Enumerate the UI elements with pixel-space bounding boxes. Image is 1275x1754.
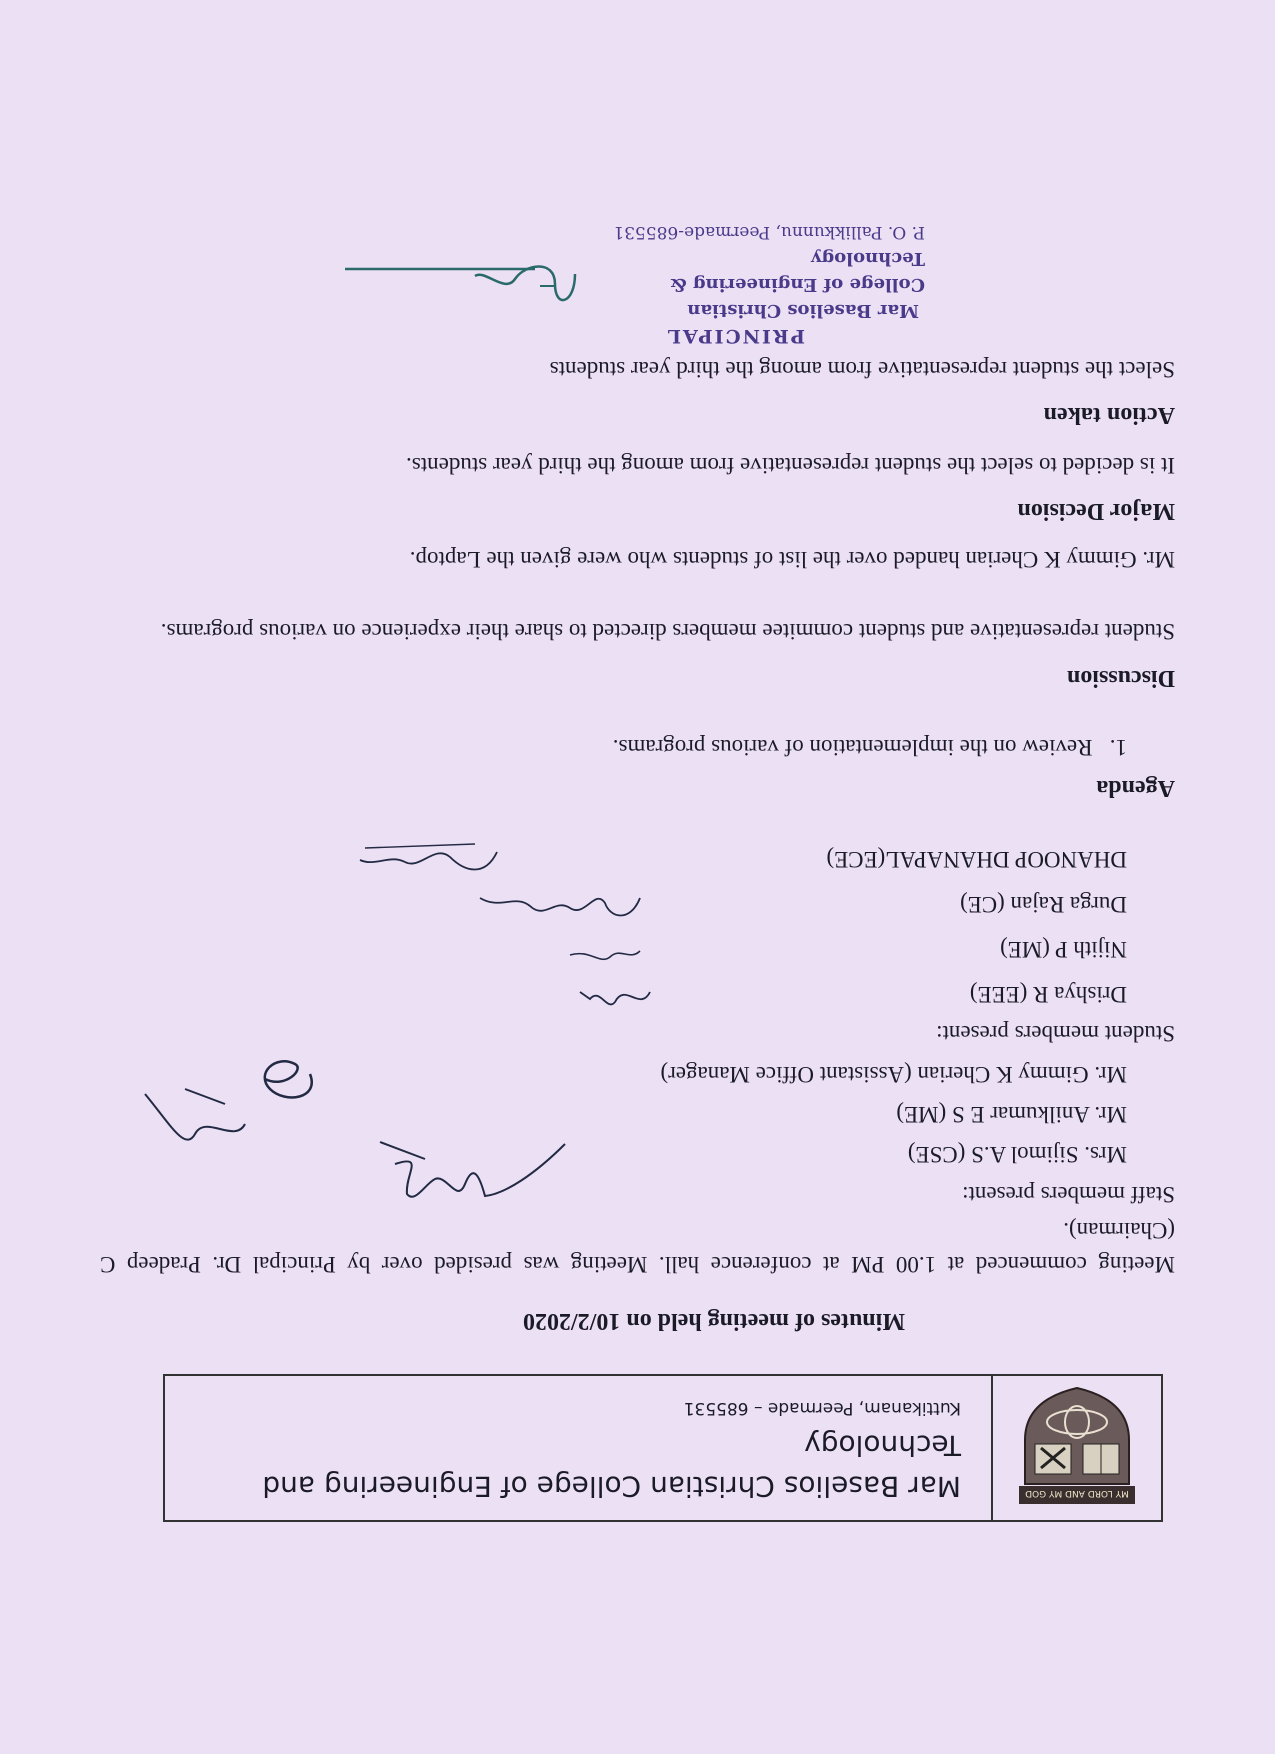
college-name: Mar Baselios Christian College of Engineering and Technology: [262, 1429, 961, 1503]
logo-motto: MY LORD AND MY GOD: [1025, 1488, 1129, 1498]
student-member: DHANOOP DHANAPAL(ECE): [826, 847, 1127, 872]
seal-line: College of Engineering & Technology: [670, 248, 925, 295]
signature-drishya: [575, 977, 655, 1017]
staff-member: Mr. Gimmy K Cherian (Assistant Office Manager): [660, 1062, 1127, 1087]
action-taken-heading: Action taken: [1043, 402, 1175, 428]
seal-line: PRINCIPAL: [665, 325, 805, 347]
signature-nijith: [565, 939, 645, 969]
major-decision-text: It is decided to select the student representative from among the third year students.: [406, 453, 1175, 478]
student-member: Durga Rajan (CE): [960, 892, 1127, 917]
discussion-paragraph: Student representative and student commitee members directed to share their experience on various programs.: [160, 619, 1175, 644]
signature-durga: [475, 883, 645, 928]
seal-line: P. O. Pallikkunnu, Peermade-685531: [613, 222, 925, 242]
student-heading: Student members present:: [936, 1021, 1175, 1046]
major-decision-heading: Major Decision: [1017, 498, 1175, 524]
student-member: Drishya R (EEE): [969, 982, 1127, 1007]
crest-icon: [1013, 1386, 1141, 1510]
minutes-title: Minutes of meeting held on 10/2/2020: [523, 1308, 905, 1334]
college-address: Kuttikanam, Peermade – 685531: [683, 1398, 961, 1418]
seal-line: Mar Baselios Christian: [687, 300, 919, 321]
agenda-item: 1. Review on the implementation of various programs.: [612, 735, 1127, 760]
college-logo: [991, 1376, 1161, 1520]
discussion-paragraph: Mr. Gimmy K Cherian handed over the list of students who were given the Laptop.: [409, 547, 1175, 572]
principal-signature: [335, 244, 595, 314]
signature-sijimol: [375, 1124, 575, 1214]
staff-member: Mrs. Sijimol A.S (CSE): [907, 1142, 1127, 1167]
staff-heading: Staff members present:: [962, 1182, 1175, 1207]
discussion-heading: Discussion: [1066, 665, 1175, 691]
student-member: Nijith P (ME): [1000, 937, 1127, 962]
signature-gimmy: [245, 1049, 325, 1109]
signature-dhanoop: [355, 837, 505, 882]
agenda-heading: Agenda: [1096, 775, 1175, 801]
principal-seal: [565, 219, 925, 349]
action-taken-text: Select the student representative from among the third year students: [549, 357, 1175, 382]
letterhead: [163, 1374, 1163, 1522]
staff-member: Mr. Anilkumar E S (ME): [896, 1102, 1127, 1127]
intro-paragraph: Meeting commenced at 1.00 PM at conference hall. Meeting was presided over by Principal Dr. Pradeep C (Chairman).: [100, 1218, 1175, 1277]
signature-anilkumar: [135, 1074, 255, 1164]
